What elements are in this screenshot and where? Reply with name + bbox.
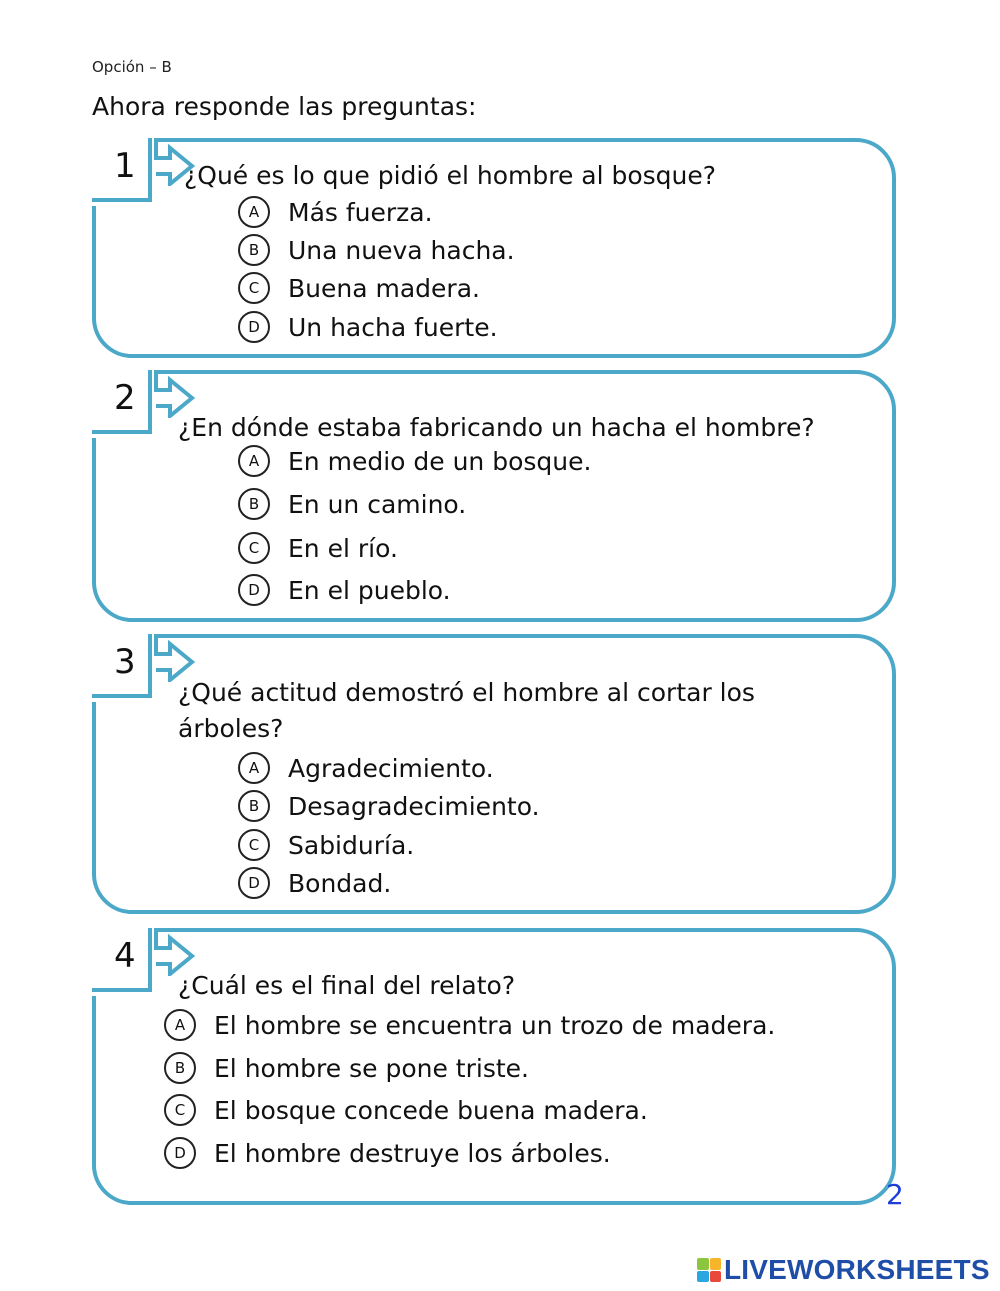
answer-option-b[interactable] <box>164 1051 529 1085</box>
question-text: ¿Cuál es el final del relato? <box>178 971 516 1000</box>
answer-text: Un hacha fuerte. <box>288 312 498 342</box>
answer-option-a[interactable] <box>238 444 591 478</box>
question-text-line-2: árboles? <box>178 714 284 743</box>
answer-text: En el río. <box>288 533 398 563</box>
answer-bubble[interactable]: B <box>238 234 270 266</box>
answer-bubble[interactable]: A <box>164 1009 196 1041</box>
question-number: 2 <box>114 378 136 418</box>
answer-text: Bondad. <box>288 868 392 898</box>
answer-text: El hombre se pone triste. <box>214 1053 529 1083</box>
question-number: 4 <box>114 936 136 976</box>
answer-bubble[interactable]: A <box>238 445 270 477</box>
answer-text: Desagradecimiento. <box>288 791 540 821</box>
question-text: ¿Qué es lo que pidió el hombre al bosque? <box>184 161 717 190</box>
answer-text: Buena madera. <box>288 273 480 303</box>
question-number: 3 <box>114 642 136 682</box>
answer-bubble[interactable]: B <box>238 790 270 822</box>
answer-text: El hombre se encuentra un trozo de madera. <box>214 1010 776 1040</box>
answer-bubble[interactable]: C <box>164 1094 196 1126</box>
answer-option-c[interactable] <box>238 828 414 862</box>
option-label: Opción – B <box>92 58 172 76</box>
answer-text: En un camino. <box>288 489 467 519</box>
answer-option-d[interactable] <box>238 573 451 607</box>
question-text-line-1: ¿Qué actitud demostró el hombre al cortar los <box>178 678 755 707</box>
question-card-2 <box>92 370 896 622</box>
answer-text: Agradecimiento. <box>288 753 494 783</box>
answer-bubble[interactable]: D <box>164 1137 196 1169</box>
answer-text: El bosque concede buena madera. <box>214 1095 648 1125</box>
answer-option-c[interactable] <box>238 531 398 565</box>
question-card-1 <box>92 138 896 358</box>
answer-text: Más fuerza. <box>288 197 433 227</box>
answer-option-a[interactable] <box>164 1008 775 1042</box>
answer-bubble[interactable]: B <box>238 488 270 520</box>
instructions-heading: Ahora responde las preguntas: <box>92 92 477 121</box>
answer-bubble[interactable]: B <box>164 1052 196 1084</box>
answer-option-b[interactable] <box>238 789 540 823</box>
question-card-3 <box>92 634 896 914</box>
answer-text: El hombre destruye los árboles. <box>214 1138 611 1168</box>
answer-bubble[interactable]: D <box>238 867 270 899</box>
answer-text: En el pueblo. <box>288 575 451 605</box>
question-card-4 <box>92 928 896 1205</box>
answer-option-d[interactable] <box>238 310 498 344</box>
answer-option-c[interactable] <box>164 1093 648 1127</box>
brand-name: LIVEWORKSHEETS <box>724 1254 990 1285</box>
answer-bubble[interactable]: C <box>238 272 270 304</box>
answer-bubble[interactable]: C <box>238 532 270 564</box>
answer-option-d[interactable] <box>238 866 391 900</box>
answer-bubble[interactable]: D <box>238 574 270 606</box>
answer-option-c[interactable] <box>238 271 480 305</box>
answer-bubble[interactable]: A <box>238 752 270 784</box>
answer-text: Una nueva hacha. <box>288 235 515 265</box>
liveworksheets-icon <box>697 1258 721 1282</box>
answer-bubble[interactable]: A <box>238 196 270 228</box>
liveworksheets-logo <box>697 1254 990 1286</box>
answer-bubble[interactable]: D <box>238 311 270 343</box>
answer-text: Sabiduría. <box>288 830 415 860</box>
page-number: 2 <box>886 1178 904 1211</box>
answer-bubble[interactable]: C <box>238 829 270 861</box>
question-text: ¿En dónde estaba fabricando un hacha el hombre? <box>178 413 815 442</box>
answer-option-a[interactable] <box>238 195 433 229</box>
answer-option-b[interactable] <box>238 233 515 267</box>
answer-text: En medio de un bosque. <box>288 446 592 476</box>
answer-option-d[interactable] <box>164 1136 611 1170</box>
question-number: 1 <box>114 146 136 186</box>
answer-option-b[interactable] <box>238 487 466 521</box>
answer-option-a[interactable] <box>238 751 494 785</box>
